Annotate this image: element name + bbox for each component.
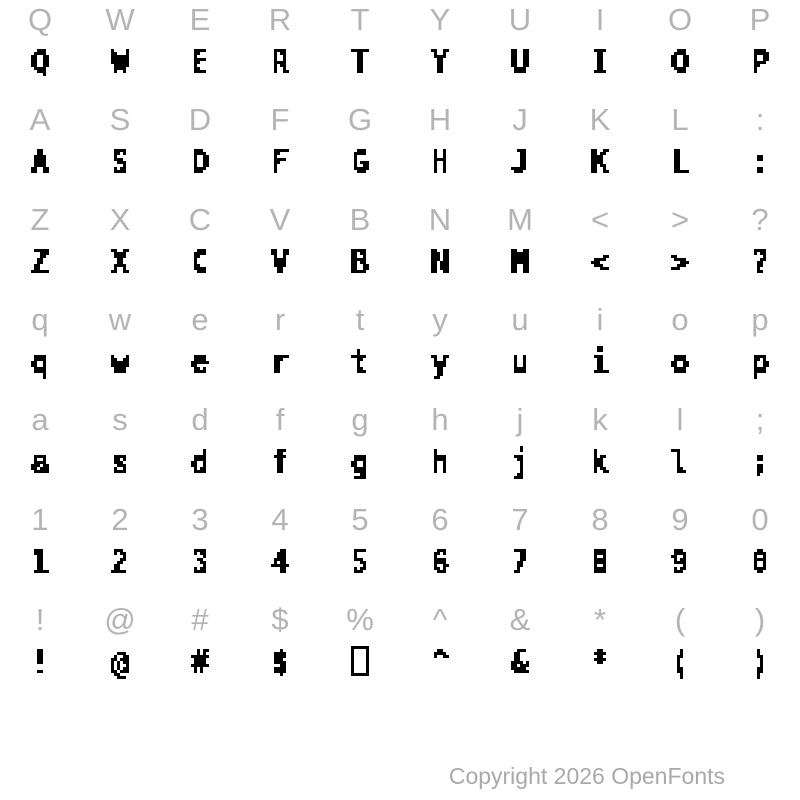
pixel-glyph <box>240 40 320 100</box>
reference-glyph: M <box>507 202 533 237</box>
pixel-glyph <box>80 240 160 300</box>
reference-glyph: i <box>596 302 604 337</box>
reference-glyph: J <box>512 102 528 137</box>
pixel-glyph <box>320 140 400 200</box>
reference-glyph: S <box>109 102 131 137</box>
pixel-glyph <box>400 140 480 200</box>
reference-line-uppercase-bottom-row <box>0 200 800 240</box>
reference-glyph: s <box>112 402 128 437</box>
pixel-line-uppercase-home-row <box>0 140 800 200</box>
pixel-glyph <box>240 440 320 500</box>
reference-glyph: $ <box>271 602 289 637</box>
reference-glyph: Z <box>30 202 50 237</box>
glyph-row-pair-lowercase-home-row <box>0 400 800 500</box>
reference-glyph: l <box>676 402 684 437</box>
reference-glyph: p <box>751 302 769 337</box>
reference-line-uppercase-top-row <box>0 0 800 40</box>
reference-glyph: 6 <box>431 502 449 537</box>
reference-glyph: w <box>108 302 132 337</box>
pixel-glyph <box>240 340 320 400</box>
reference-glyph: g <box>351 402 369 437</box>
pixel-glyph <box>320 440 400 500</box>
reference-glyph: L <box>671 102 689 137</box>
pixel-glyph <box>480 340 560 400</box>
reference-glyph: o <box>671 302 689 337</box>
reference-glyph: 9 <box>671 502 689 537</box>
pixel-glyph <box>160 340 240 400</box>
reference-glyph: I <box>595 2 605 37</box>
reference-glyph: % <box>346 602 374 637</box>
pixel-glyph <box>240 640 320 700</box>
reference-line-digits-row <box>0 500 800 540</box>
reference-glyph: T <box>350 2 370 37</box>
reference-glyph: y <box>432 302 448 337</box>
pixel-glyph <box>720 340 800 400</box>
pixel-glyph <box>400 440 480 500</box>
reference-glyph: : <box>755 102 765 137</box>
reference-glyph: Y <box>429 2 451 37</box>
reference-glyph: 7 <box>511 502 529 537</box>
pixel-glyph <box>160 440 240 500</box>
glyph-row-pair-uppercase-bottom-row <box>0 200 800 300</box>
reference-glyph: j <box>516 402 524 437</box>
pixel-line-uppercase-bottom-row <box>0 240 800 300</box>
pixel-glyph <box>640 540 720 600</box>
pixel-glyph <box>0 40 80 100</box>
pixel-glyph <box>400 640 480 700</box>
pixel-glyph <box>80 340 160 400</box>
pixel-glyph <box>80 140 160 200</box>
reference-glyph: @ <box>104 602 136 637</box>
pixel-glyph <box>160 640 240 700</box>
copyright-text: Copyright 2026 OpenFonts <box>448 763 725 789</box>
reference-glyph: B <box>349 202 371 237</box>
glyph-row-pair-lowercase-top-row <box>0 300 800 400</box>
pixel-glyph <box>560 40 640 100</box>
reference-glyph: 3 <box>191 502 209 537</box>
pixel-glyph <box>720 40 800 100</box>
reference-glyph: t <box>355 302 365 337</box>
reference-glyph: ; <box>755 402 765 437</box>
reference-glyph: r <box>274 302 286 337</box>
pixel-glyph <box>480 40 560 100</box>
reference-glyph: C <box>188 202 212 237</box>
reference-glyph: K <box>589 102 611 137</box>
pixel-glyph <box>640 640 720 700</box>
reference-glyph: A <box>29 102 51 137</box>
pixel-glyph <box>240 540 320 600</box>
pixel-glyph <box>320 640 400 700</box>
reference-glyph: ) <box>754 602 766 637</box>
pixel-glyph <box>720 640 800 700</box>
reference-glyph: q <box>31 302 49 337</box>
pixel-glyph <box>80 640 160 700</box>
pixel-glyph <box>240 140 320 200</box>
pixel-glyph <box>720 140 800 200</box>
pixel-glyph <box>0 140 80 200</box>
pixel-glyph <box>720 540 800 600</box>
reference-glyph: P <box>749 2 771 37</box>
pixel-glyph <box>560 240 640 300</box>
pixel-line-digits-row <box>0 540 800 600</box>
reference-glyph: < <box>590 202 610 237</box>
pixel-glyph <box>240 240 320 300</box>
reference-glyph: 5 <box>351 502 369 537</box>
reference-glyph: h <box>431 402 449 437</box>
pixel-glyph <box>480 540 560 600</box>
reference-glyph: k <box>592 402 608 437</box>
pixel-glyph <box>560 140 640 200</box>
reference-glyph: f <box>275 402 285 437</box>
pixel-glyph <box>400 340 480 400</box>
pixel-glyph <box>640 440 720 500</box>
pixel-line-lowercase-top-row <box>0 340 800 400</box>
pixel-glyph <box>400 540 480 600</box>
pixel-glyph <box>640 140 720 200</box>
pixel-glyph <box>0 640 80 700</box>
pixel-glyph <box>480 140 560 200</box>
pixel-glyph <box>480 240 560 300</box>
glyph-row-pair-uppercase-top-row <box>0 0 800 100</box>
reference-glyph: 2 <box>111 502 129 537</box>
glyph-row-pair-uppercase-home-row <box>0 100 800 200</box>
pixel-glyph <box>480 440 560 500</box>
reference-glyph: G <box>347 102 373 137</box>
pixel-glyph <box>400 40 480 100</box>
reference-glyph: ! <box>35 602 45 637</box>
reference-glyph: * <box>593 602 607 637</box>
pixel-glyph <box>0 340 80 400</box>
pixel-glyph <box>720 240 800 300</box>
pixel-glyph <box>320 540 400 600</box>
pixel-glyph <box>320 240 400 300</box>
pixel-line-uppercase-top-row <box>0 40 800 100</box>
reference-glyph: H <box>428 102 452 137</box>
reference-line-uppercase-home-row <box>0 100 800 140</box>
pixel-glyph <box>0 240 80 300</box>
pixel-glyph <box>560 540 640 600</box>
pixel-line-symbols-row <box>0 640 800 700</box>
pixel-glyph <box>80 540 160 600</box>
reference-glyph: V <box>269 202 291 237</box>
reference-glyph: 4 <box>271 502 289 537</box>
reference-glyph: d <box>191 402 209 437</box>
reference-glyph: W <box>105 2 135 37</box>
pixel-glyph <box>160 40 240 100</box>
pixel-glyph <box>80 440 160 500</box>
reference-glyph: # <box>191 602 209 637</box>
reference-glyph: & <box>509 602 531 637</box>
pixel-glyph <box>320 40 400 100</box>
reference-glyph: O <box>667 2 693 37</box>
reference-glyph: ( <box>674 602 686 637</box>
reference-glyph: ^ <box>432 602 448 637</box>
reference-glyph: e <box>191 302 209 337</box>
reference-glyph: E <box>189 2 211 37</box>
reference-glyph: u <box>511 302 529 337</box>
reference-glyph: X <box>109 202 131 237</box>
pixel-glyph <box>320 340 400 400</box>
reference-line-lowercase-home-row <box>0 400 800 440</box>
pixel-line-lowercase-home-row <box>0 440 800 500</box>
reference-glyph: Q <box>27 2 53 37</box>
reference-line-symbols-row <box>0 600 800 640</box>
reference-glyph: F <box>270 102 290 137</box>
pixel-glyph <box>160 140 240 200</box>
reference-glyph: a <box>31 402 49 437</box>
pixel-glyph <box>640 340 720 400</box>
reference-glyph: R <box>268 2 292 37</box>
reference-glyph: > <box>670 202 690 237</box>
reference-glyph: U <box>508 2 532 37</box>
pixel-glyph <box>560 340 640 400</box>
pixel-glyph <box>560 440 640 500</box>
reference-glyph: ? <box>751 202 769 237</box>
pixel-glyph <box>0 440 80 500</box>
reference-glyph: D <box>188 102 212 137</box>
pixel-glyph <box>80 40 160 100</box>
pixel-glyph <box>0 540 80 600</box>
reference-line-lowercase-top-row <box>0 300 800 340</box>
glyph-row-pair-digits-row <box>0 500 800 600</box>
pixel-glyph <box>160 540 240 600</box>
glyph-row-pair-symbols-row <box>0 600 800 700</box>
reference-glyph: 0 <box>751 502 769 537</box>
pixel-glyph <box>720 440 800 500</box>
reference-glyph: 8 <box>591 502 609 537</box>
reference-glyph: 1 <box>31 502 49 537</box>
pixel-glyph <box>400 240 480 300</box>
pixel-glyph <box>640 40 720 100</box>
pixel-glyph <box>560 640 640 700</box>
pixel-glyph <box>480 640 560 700</box>
pixel-glyph <box>640 240 720 300</box>
pixel-glyph <box>160 240 240 300</box>
reference-glyph: N <box>428 202 452 237</box>
